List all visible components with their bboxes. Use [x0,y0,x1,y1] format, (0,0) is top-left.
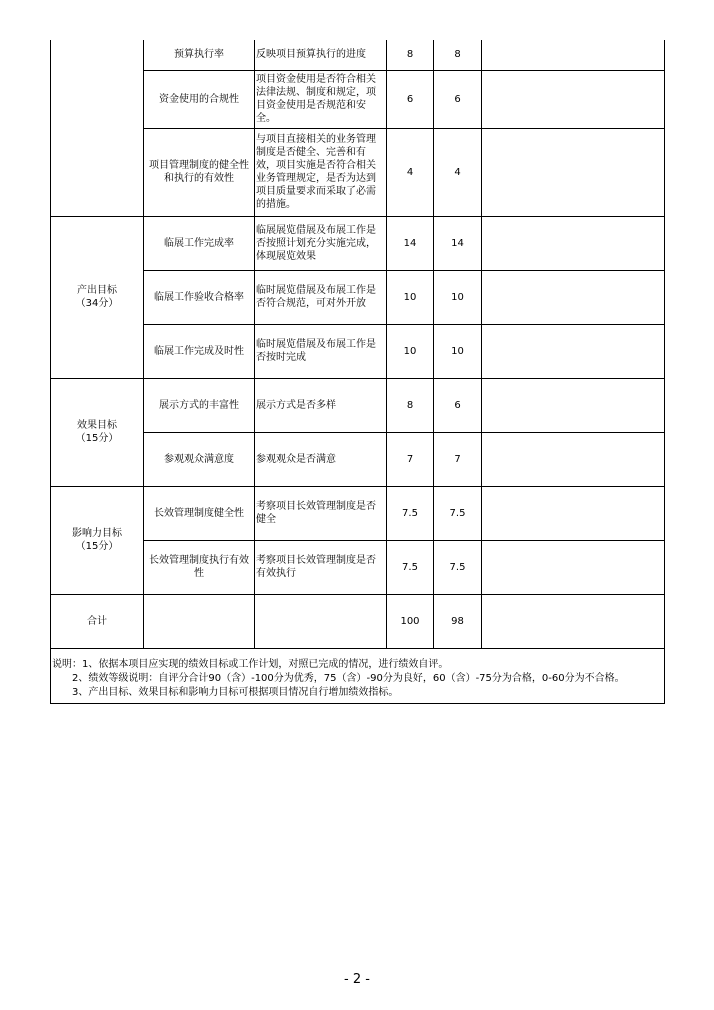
table-row [51,216,665,270]
category-points: （34分） [75,298,119,309]
description-cell: 临时展览借展及布展工作是否按时完成 [255,324,387,378]
notes-block [50,649,665,704]
table-row [51,432,665,486]
remark-cell [482,70,665,128]
score-cell: 4 [434,128,482,216]
remark-cell [482,324,665,378]
indicator-cell: 长效管理制度健全性 [144,486,255,540]
evaluation-sheet [50,40,664,704]
weight-cell: 8 [387,40,434,70]
indicator-cell [144,594,255,648]
score-cell: 7.5 [434,540,482,594]
remark-cell [482,270,665,324]
description-cell: 考察项目长效管理制度是否有效执行 [255,540,387,594]
description-cell: 临时展览借展及布展工作是否符合规范，可对外开放 [255,270,387,324]
remark-cell [482,40,665,70]
table-row [51,378,665,432]
table-row [51,486,665,540]
description-cell: 临展展览借展及布展工作是否按照计划充分实施完成，体现展览效果 [255,216,387,270]
table-row [51,128,665,216]
table-row [51,324,665,378]
weight-cell: 7 [387,432,434,486]
score-cell: 10 [434,270,482,324]
indicator-cell: 预算执行率 [144,40,255,70]
score-cell: 6 [434,70,482,128]
table-row [51,540,665,594]
table-row [51,70,665,128]
score-cell: 7.5 [434,486,482,540]
indicator-cell: 临展工作验收合格率 [144,270,255,324]
table-row [51,40,665,70]
description-cell: 考察项目长效管理制度是否健全 [255,486,387,540]
score-cell: 14 [434,216,482,270]
score-cell: 8 [434,40,482,70]
page-number: - 2 - [344,972,370,987]
note-line-3: 3、产出目标、效果目标和影响力目标可根据项目情况自行增加绩效指标。 [72,686,399,698]
description-cell: 参观观众是否满意 [255,432,387,486]
indicator-cell: 长效管理制度执行有效性 [144,540,255,594]
remark-cell [482,432,665,486]
remark-cell [482,594,665,648]
indicator-cell: 参观观众满意度 [144,432,255,486]
weight-cell: 7.5 [387,540,434,594]
weight-cell: 14 [387,216,434,270]
category-title: 影响力目标 [72,528,122,539]
weight-cell: 10 [387,324,434,378]
indicator-cell: 项目管理制度的健全性和执行的有效性 [144,128,255,216]
remark-cell [482,128,665,216]
total-weight: 100 [387,594,434,648]
category-title: 效果目标 [77,420,117,431]
weight-cell: 8 [387,378,434,432]
indicator-cell: 临展工作完成率 [144,216,255,270]
description-cell: 项目资金使用是否符合相关法律法规、制度和规定，项目资金使用是否规范和安全。 [255,70,387,128]
category-cell [51,378,144,486]
indicator-cell: 临展工作完成及时性 [144,324,255,378]
score-cell: 6 [434,378,482,432]
indicator-cell: 展示方式的丰富性 [144,378,255,432]
performance-table [50,40,665,649]
remark-cell [482,378,665,432]
total-row [51,594,665,648]
description-cell [255,594,387,648]
remark-cell [482,486,665,540]
category-cell [51,486,144,594]
remark-cell [482,540,665,594]
weight-cell: 7.5 [387,486,434,540]
category-cell [51,40,144,216]
description-cell: 展示方式是否多样 [255,378,387,432]
category-title: 产出目标 [77,285,117,296]
weight-cell: 10 [387,270,434,324]
total-score: 98 [434,594,482,648]
weight-cell: 4 [387,128,434,216]
note-line-1: 说明：1、依据本项目应实现的绩效目标或工作计划，对照已完成的情况，进行绩效自评。 [52,658,449,670]
note-line-2: 2、绩效等级说明：自评分合计90（含）-100分为优秀，75（含）-90分为良好，60（含）-75分为合格，0-60分为不合格。 [72,672,625,684]
category-cell [51,216,144,378]
score-cell: 10 [434,324,482,378]
score-cell: 7 [434,432,482,486]
weight-cell: 6 [387,70,434,128]
description-cell: 反映项目预算执行的进度 [255,40,387,70]
remark-cell [482,216,665,270]
table-row [51,270,665,324]
total-label: 合计 [51,594,144,648]
category-points: （15分） [75,541,119,552]
indicator-cell: 资金使用的合规性 [144,70,255,128]
description-cell: 与项目直接相关的业务管理制度是否健全、完善和有效，项目实施是否符合相关业务管理规定，是否为达到项目质量要求而采取了必需的措施。 [255,128,387,216]
category-points: （15分） [75,433,119,444]
